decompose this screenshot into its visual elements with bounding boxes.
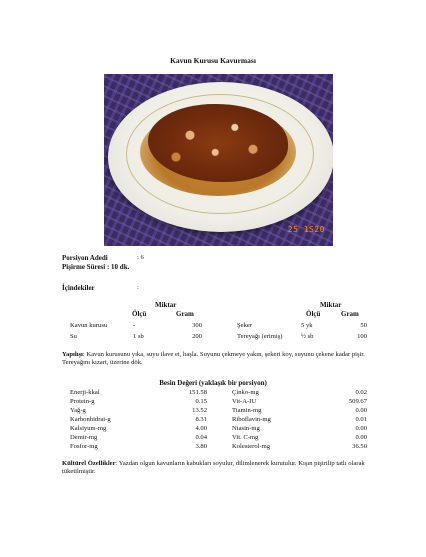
nutrient-value: 36.50 xyxy=(352,443,367,450)
nutrient-value: 0.00 xyxy=(355,434,367,441)
nutrient-value: 0.02 xyxy=(355,389,367,396)
nutrient-value: 0.04 xyxy=(195,434,207,441)
preparation-text: : Kavun kurusunu yıka, suyu ilave et, haşla. Suyunu çekmeye yakın, şekeri koy, suyunu çekene kadar pişir. Tereyağını kızart, üzerine dök. xyxy=(62,351,365,367)
nutrient-name: Yağ-g xyxy=(70,407,86,414)
preparation-label: Yapılışı xyxy=(62,351,83,358)
nutrient-value: 0.00 xyxy=(355,407,367,414)
cultural-text: : Yazdan olgun kavunların kabukları soyulur, dilimlenerek kurutulur. Kışın pişirilip tatlı olarak tüketilmiştir. xyxy=(62,460,365,476)
nutrient-value: 13.52 xyxy=(192,407,207,414)
cook-time: Pişirme Süresi : 10 dk. xyxy=(62,263,130,271)
nutrient-value: 509.67 xyxy=(348,398,367,405)
ingredient-unit: 5 yk xyxy=(301,322,313,329)
ingredient-name: Tereyağı (erimiş) xyxy=(237,333,283,340)
left-quantity-header: Miktar xyxy=(155,301,177,309)
recipe-title: Kavun Kurusu Kavurması xyxy=(170,56,256,65)
nutrient-value: 0.00 xyxy=(355,425,367,432)
nutrient-name: Kalsiyum-mg xyxy=(70,425,107,432)
nutrient-name: Demir-mg xyxy=(70,434,98,441)
nutrient-name: Çinko-mg xyxy=(232,389,259,396)
ingredient-gram: 300 xyxy=(192,322,202,329)
nutrient-name: Kolesterol-mg xyxy=(232,443,271,450)
portion-label: Porsiyon Adedi xyxy=(62,254,108,262)
nutrient-name: Vit-A-IU xyxy=(232,398,257,405)
right-gram-header: Gram xyxy=(341,310,359,318)
ingredient-gram: 50 xyxy=(360,322,367,329)
ingredient-name: Şeker xyxy=(237,322,253,329)
ingredient-unit: - xyxy=(133,322,136,329)
nutrient-name: Enerji-kkal xyxy=(70,389,100,396)
ingredient-unit: ½ sb xyxy=(301,333,314,340)
nutrient-value: 0.01 xyxy=(355,416,367,423)
photo-date-stamp: 25 1S20 xyxy=(287,225,325,234)
cultural-label: Kültürel Özellikler xyxy=(62,460,116,467)
cultural-paragraph xyxy=(62,460,367,477)
nutrient-name: Niasin-mg xyxy=(232,425,260,432)
nutrition-title: Besin Değeri (yaklaşık bir porsiyon) xyxy=(159,379,267,387)
ingredients-label: İçindekiler xyxy=(62,284,95,292)
nutrient-value: 4.00 xyxy=(195,425,207,432)
nutrient-name: Tiamin-mg xyxy=(232,407,262,414)
ingredient-unit: 1 sb xyxy=(133,333,144,340)
portion-value: : 6 xyxy=(137,254,144,261)
portion-row xyxy=(62,254,108,262)
nutrient-name: Protein-g xyxy=(70,398,95,405)
ingredient-name: Su xyxy=(70,333,77,340)
ingredient-gram: 100 xyxy=(357,333,367,340)
nutrient-value: 0.15 xyxy=(195,398,207,405)
recipe-photo xyxy=(104,74,333,246)
ingredient-gram: 200 xyxy=(192,333,202,340)
nutrient-value: 8.31 xyxy=(195,416,207,423)
nutrient-value: 151.58 xyxy=(188,389,207,396)
nutrient-value: 3.80 xyxy=(195,443,207,450)
ingredient-name: Kavun kurusu xyxy=(70,322,108,329)
preparation-paragraph xyxy=(62,351,367,368)
nutrient-name: Fosfor-mg xyxy=(70,443,98,450)
left-gram-header: Gram xyxy=(176,310,194,318)
right-unit-header: Ölçü xyxy=(306,310,321,318)
nutrient-name: Riboflavin-mg xyxy=(232,416,271,423)
nutrient-name: Vit. C-mg xyxy=(232,434,259,441)
right-quantity-header: Miktar xyxy=(320,301,342,309)
nutrient-name: Karbonhidrat-g xyxy=(70,416,111,423)
ingredients-colon: : xyxy=(137,284,139,291)
left-unit-header: Ölçü xyxy=(132,310,147,318)
